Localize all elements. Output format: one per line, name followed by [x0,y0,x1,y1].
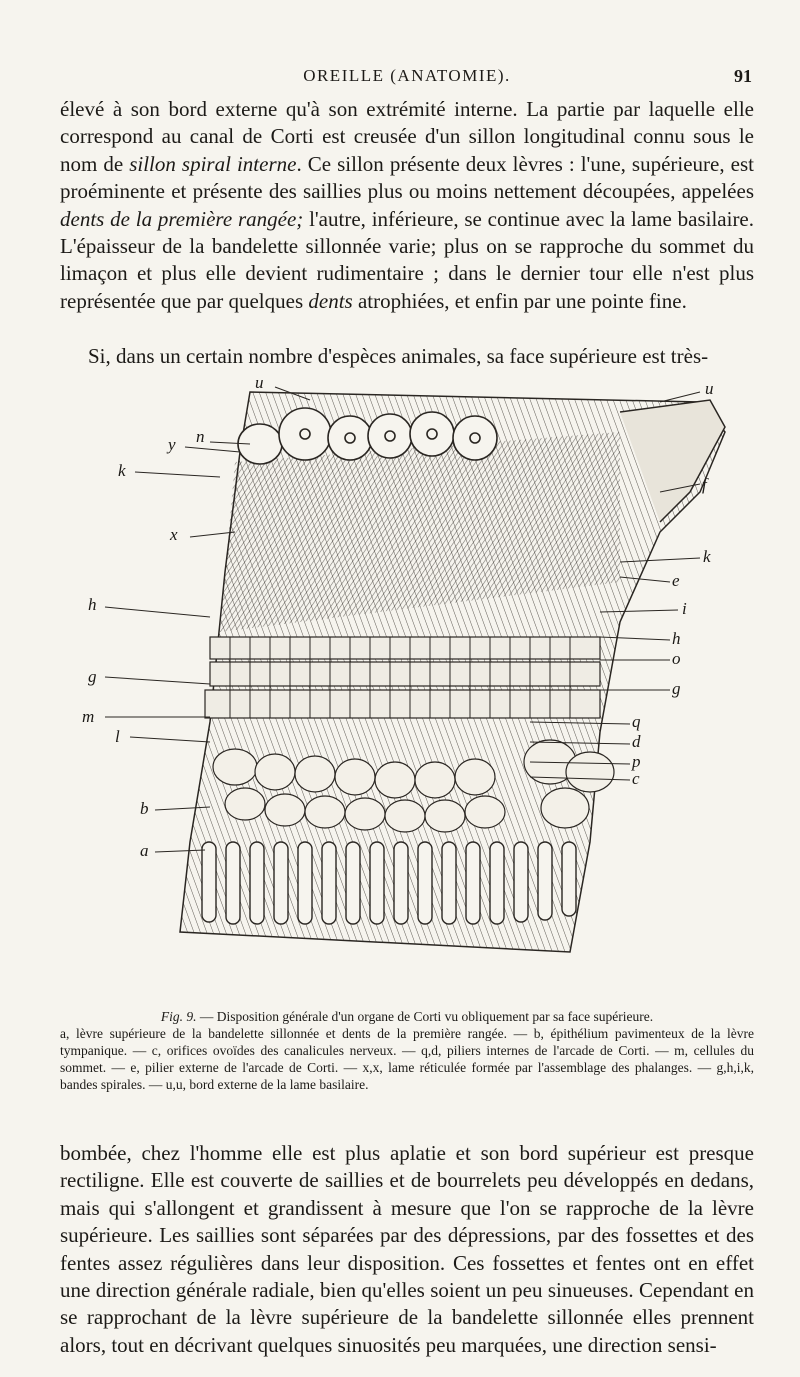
label-y: y [168,435,176,454]
label-a: a [140,841,149,860]
paragraph-1 [60,96,754,315]
term-sillon-spiral: sillon spiral interne [129,151,297,176]
figure-number: Fig. 9. [160,1009,197,1024]
label-e: e [672,571,680,590]
page-number: 91 [734,66,752,86]
caption-legend: a, lèvre supérieure de la bandelette sillonnée et dents de la première rangée. — b, épithélium pavimenteux de la lèvre tympanique. — c, orifices ovoïdes des canalicules nerveux. — q,d, piliers internes de l'arcade de Corti. — m, cellules du sommet. — e, pilier externe de l'arcade de Corti. — x,x, lame réticulée formée par l'assemblage des phalanges. — g,h,i,k, bandes spirales. — u,u, bord externe de la lame basilaire. [60,1026,754,1092]
label-c: c [632,769,640,788]
label-i: i [682,599,687,618]
label-p: p [632,752,641,771]
caption-title-text: — Disposition générale d'un organe de Corti vu obliquement par sa face supérieure. [196,1009,654,1024]
label-u: u [255,373,264,392]
label-o: o [672,649,681,668]
running-title: OREILLE (ANATOMIE). [303,66,511,85]
label-b: b [140,799,149,818]
term-dents-short: dents [308,288,353,313]
engraving [60,372,760,1012]
columnar-cells [205,637,600,718]
label-l: l [115,727,120,746]
label-d: d [632,732,641,751]
caption-title [60,1008,754,1025]
figure-caption [60,1008,754,1093]
label-m: m [82,707,95,726]
label-h: h [88,595,97,614]
label-g: g [672,679,681,698]
label-k: k [703,547,711,566]
term-dents: dents de la première rangée; [60,206,304,231]
paragraph-3: bombée, chez l'homme elle est plus aplatie et son bord supérieur est presque rectiligne. Elle est couverte de saillies et de bourrelets peu développés en dedans, mais qui s'allongent et grandissent à mesure que l'on se rapproche de la lèvre supérieure. Les saillies sont séparées par des dépressions, par des fossettes et des fentes assez régulières dans leur disposition. Ces fossettes et fentes ont en effet une direction générale radiale, bien qu'elles soient un peu sinueuses. Cependant en se rapprochant de la lèvre supérieure de la bandelette sillonnée elles prennent alors, tout en décrivant quelques sinuosités peu marquées, une direction sensi- [60,1141,754,1357]
page-header [62,66,752,94]
label-q: q [632,712,641,731]
text-run: atrophiées, et enfin par une pointe fine. [352,288,687,313]
label-h: h [672,629,681,648]
paragraph-2: Si, dans un certain nombre d'espèces animales, sa face supérieure est très- [88,344,709,368]
corti-organ-illustration [60,372,760,1012]
text-run: élevé à son bord externe qu'à son extrémité interne. La partie par laquelle elle correspond au canal de Corti est creusée d'un sillon longitudinal connu sous le nom de [60,97,754,176]
label-n: n [196,427,205,446]
text-run: l'autre, inférieure, se continue avec la lame basilaire. L'épaisseur de la bandelette sillonnée varie; plus on se rapproche du sommet du limaçon et plus elle devient rudimentaire ; dans le dernier tour elle n'est plus représentée que par quelques [60,206,755,313]
label-g: g [88,667,97,686]
text-run: . Ce sillon présente deux lèvres : l'une, supérieure, est proéminente et présente des saillies plus ou moins nettement découpées, appelées [60,151,754,204]
label-x: x [170,525,178,544]
label-u: u [705,379,714,398]
label-f: f [702,475,707,494]
label-k: k [118,461,126,480]
